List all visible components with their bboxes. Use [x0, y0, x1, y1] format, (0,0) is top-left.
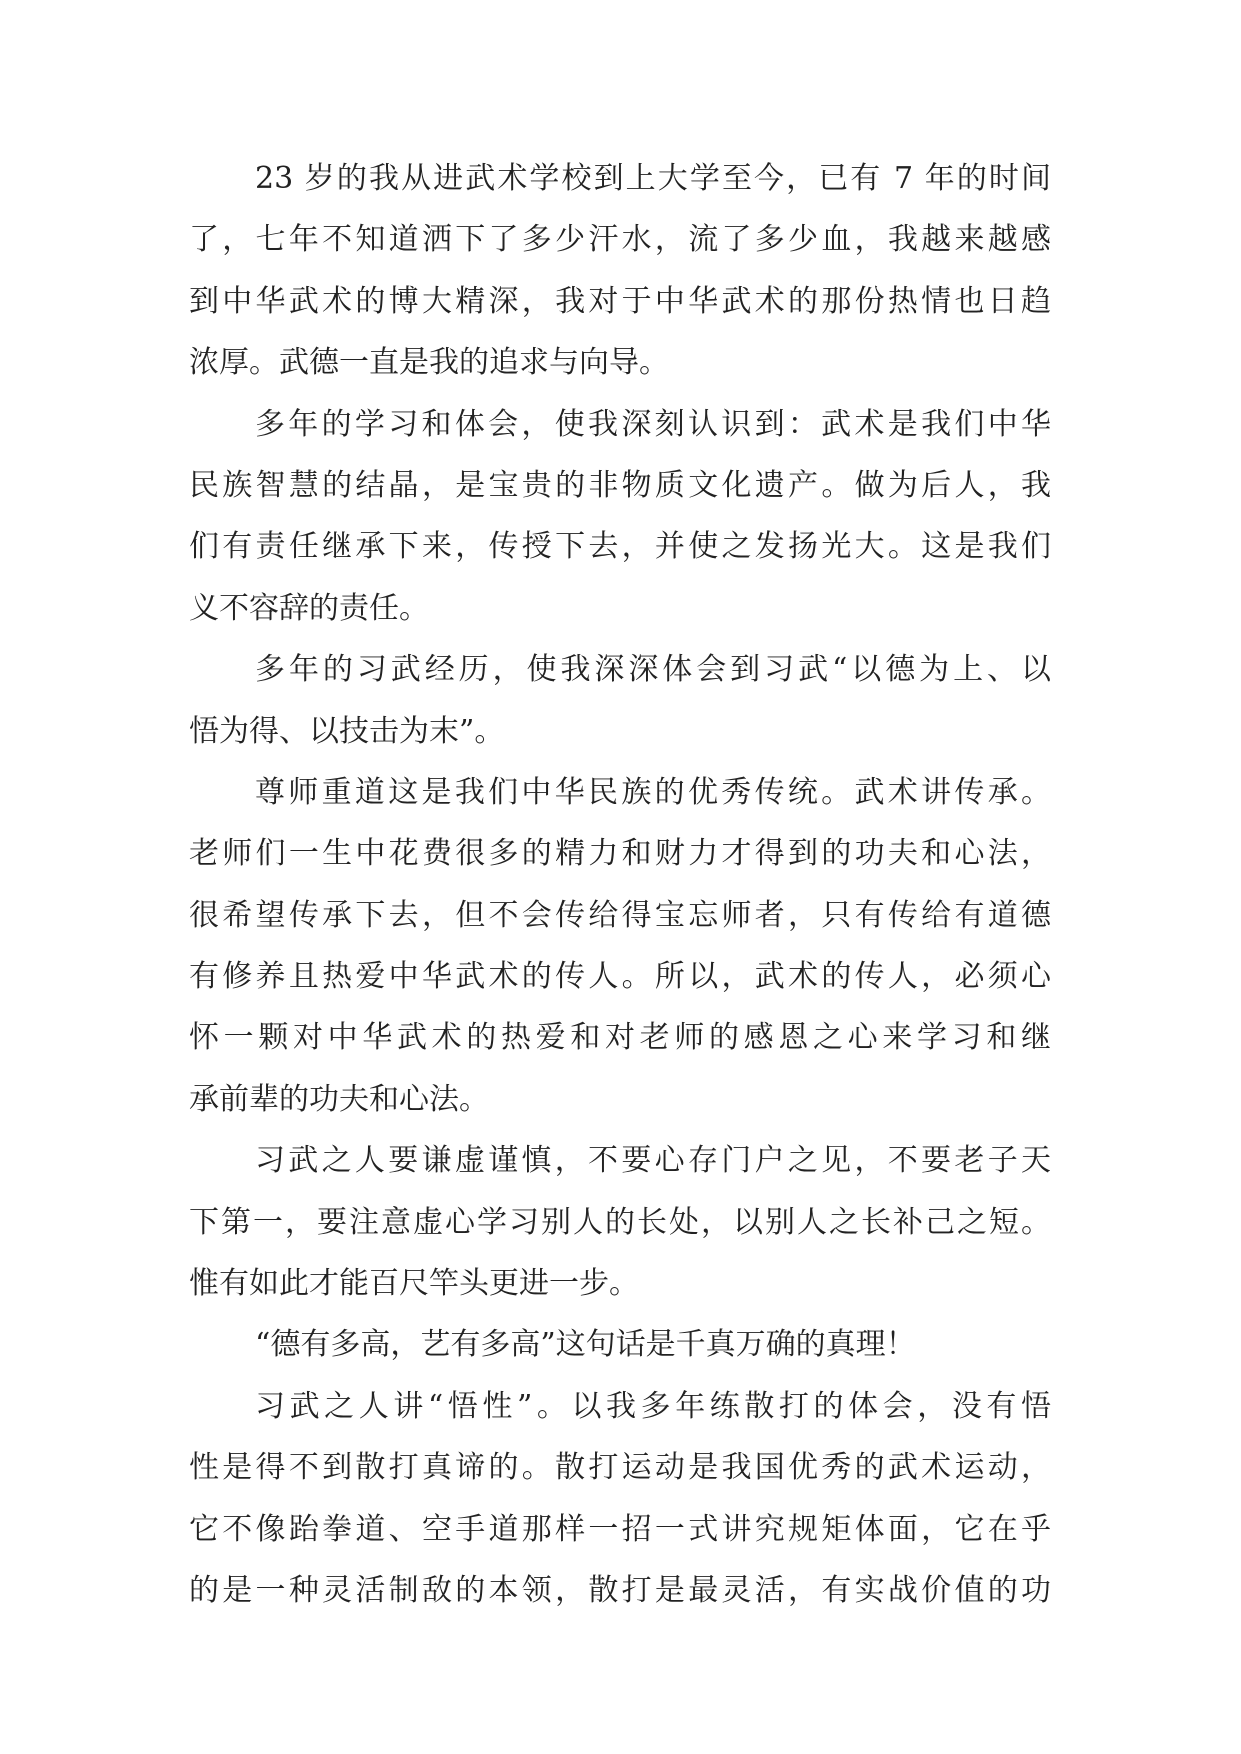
text-line: 惟有如此才能百尺竿头更进一步。 — [189, 1266, 639, 1302]
paragraph-3 — [189, 639, 1051, 762]
text-line: 下第一，要注意虚心学习别人的长处，以别人之长补己之短。 — [189, 1204, 1051, 1240]
text-line: 了，七年不知道洒下了多少汗水，流了多少血，我越来越感 — [189, 222, 1051, 258]
text-line: 承前辈的功夫和心法。 — [189, 1081, 489, 1117]
text-line: 怀一颗对中华武术的热爱和对老师的感恩之心来学习和继 — [189, 1020, 1051, 1056]
paragraph-5 — [189, 1130, 1051, 1314]
text-line: 的是一种灵活制敌的本领，散打是最灵活，有实战价值的功 — [189, 1572, 1051, 1608]
text-line: 们有责任继承下来，传授下去，并使之发扬光大。这是我们 — [189, 529, 1051, 565]
text-line: 义不容辞的责任。 — [189, 590, 429, 626]
text-line: 多年的学习和体会，使我深刻认识到：武术是我们中华 — [255, 406, 1051, 442]
paragraph-7 — [189, 1376, 1051, 1622]
text-line: 老师们一生中花费很多的精力和财力才得到的功夫和心法， — [189, 836, 1051, 872]
text-line: 有修养且热爱中华武术的传人。所以，武术的传人，必须心 — [189, 959, 1051, 995]
document-body — [189, 148, 1051, 1621]
paragraph-1 — [189, 148, 1051, 394]
text-line: 它不像跆拳道、空手道那样一招一式讲究规矩体面，它在乎 — [189, 1511, 1051, 1547]
text-line: “德有多高，艺有多高”这句话是千真万确的真理！ — [255, 1327, 916, 1363]
text-line: 23 岁的我从进武术学校到上大学至今，已有 7 年的时间 — [255, 161, 1051, 196]
text-line: 习武之人要谦虚谨慎，不要心存门户之见，不要老子天 — [255, 1143, 1051, 1179]
text-line: 浓厚。武德一直是我的追求与向导。 — [189, 345, 669, 381]
paragraph-6 — [189, 1314, 1051, 1375]
text-line: 习武之人讲“悟性”。以我多年练散打的体会，没有悟 — [255, 1388, 1051, 1424]
paragraph-4 — [189, 762, 1051, 1130]
paragraph-2 — [189, 394, 1051, 640]
text-line: 多年的习武经历，使我深深体会到习武“以德为上、以 — [255, 652, 1051, 688]
text-line: 到中华武术的博大精深，我对于中华武术的那份热情也日趋 — [189, 283, 1051, 319]
text-line: 悟为得、以技击为末”。 — [189, 713, 505, 749]
text-line: 民族智慧的结晶，是宝贵的非物质文化遗产。做为后人，我 — [189, 467, 1051, 503]
text-line: 尊师重道这是我们中华民族的优秀传统。武术讲传承。 — [255, 774, 1051, 810]
text-line: 很希望传承下去，但不会传给得宝忘师者，只有传给有道德 — [189, 897, 1051, 933]
text-line: 性是得不到散打真谛的。散打运动是我国优秀的武术运动， — [189, 1450, 1051, 1486]
